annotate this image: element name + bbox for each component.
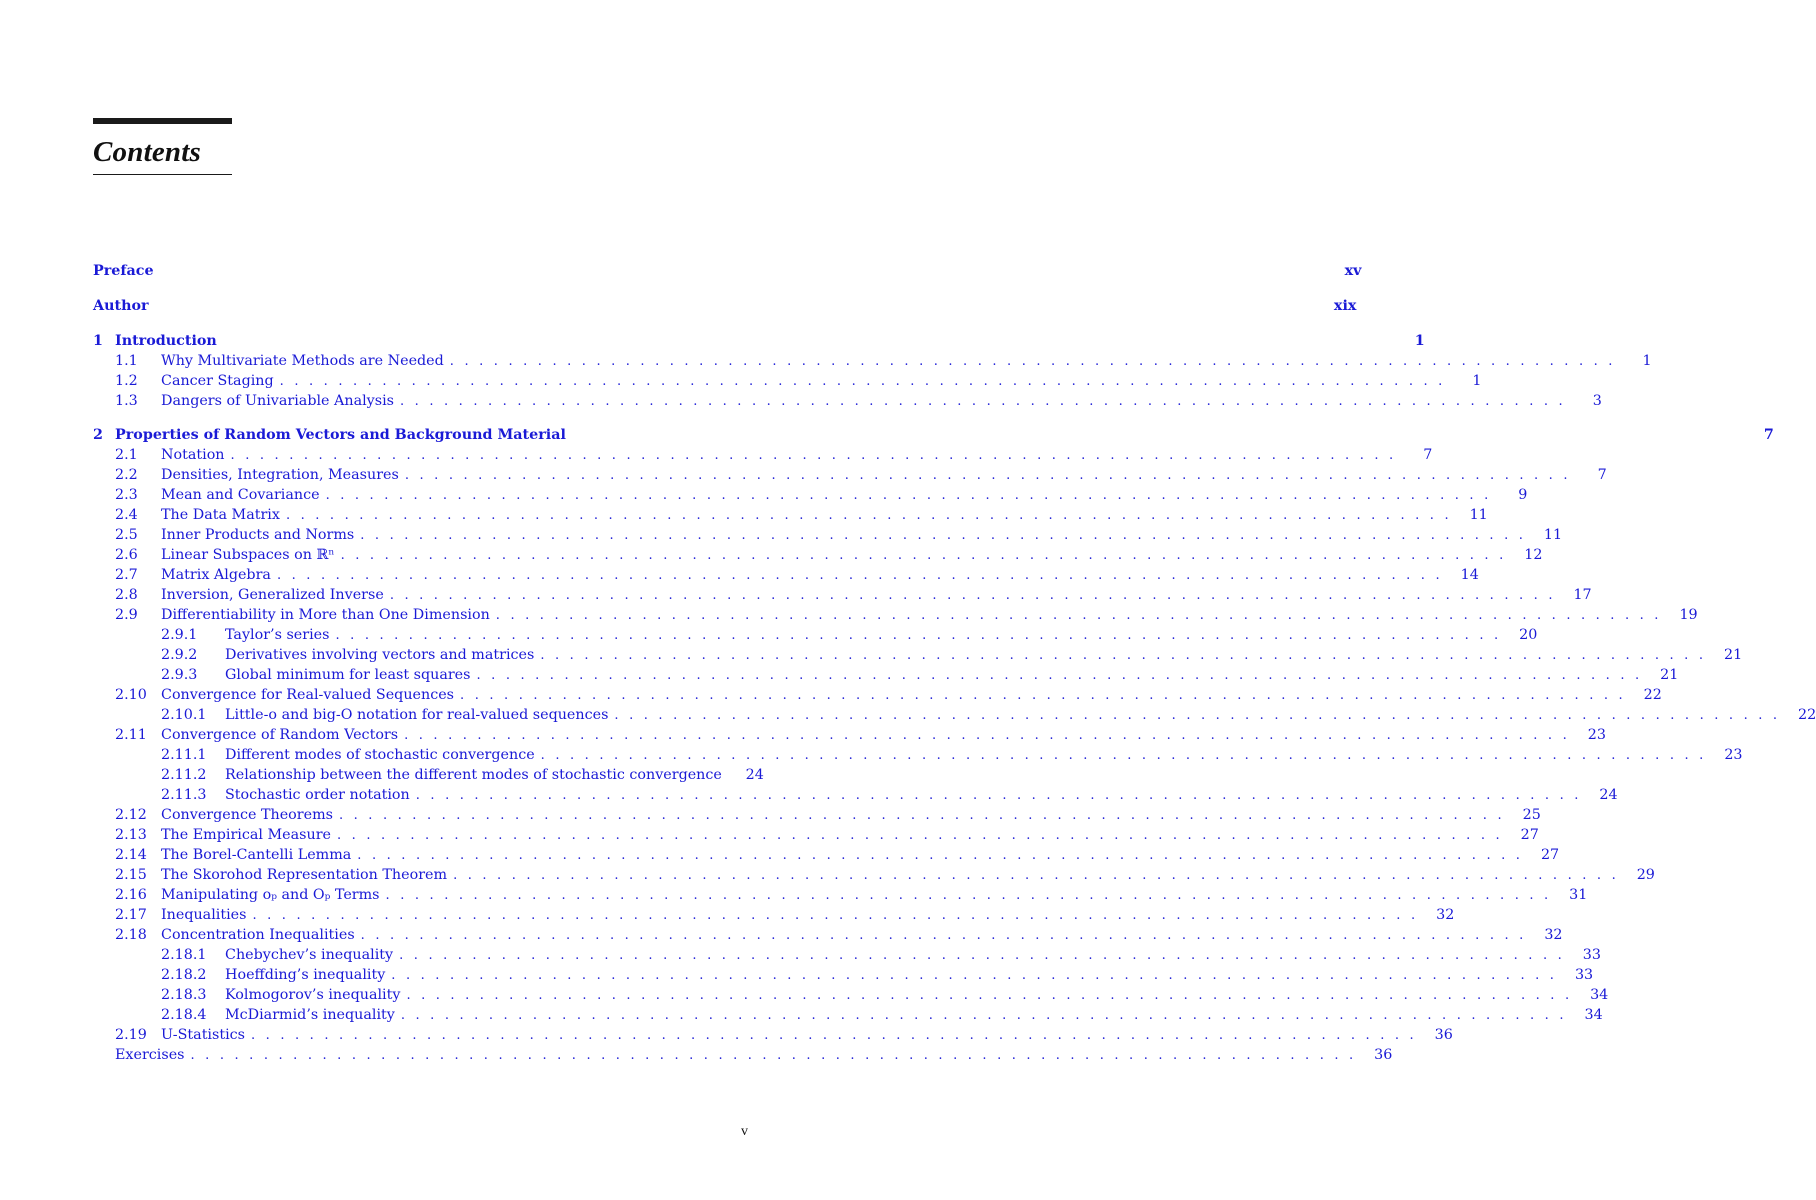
toc-entry-title[interactable]: Derivatives involving vectors and matrices [225,647,535,663]
toc-entry-title[interactable]: Author [93,298,149,314]
toc-entry-number: 1.1 [115,353,138,369]
toc-entry-page[interactable]: 24 [745,767,764,783]
toc-entry-page[interactable]: 14 [1460,567,1479,583]
toc-entry-page[interactable]: 21 [1660,667,1679,683]
toc-entry-page[interactable]: 1 [1414,333,1425,349]
toc-entry-sec[interactable] [93,391,1602,411]
toc-entry-page[interactable]: 7 [1763,427,1774,443]
dot-leader: . . . . . . . . . . . . . . . . . . . . . . . . . . . . . . . . . . . . . . . . . . . . . . . . . . . . . . . . . . . . . . . . . . . . . . . . . . . . . . . . [385,888,1552,903]
toc-entry-title[interactable]: Taylor’s series [225,627,330,643]
toc-entry-page[interactable]: 27 [1540,847,1560,863]
toc-entry-page[interactable]: 19 [1679,607,1698,623]
toc-entry-number: 2.12 [115,807,147,823]
dot-leader: . . . . . . . . . . . . . . . . . . . . . . . . . . . . . . . . . . . . . . . . . . . . . . . . . . . . . . . . . . . . . . . . . . . . . . . . . . . . . . . . [399,948,1565,963]
toc-entry-page[interactable]: 7 [1597,467,1607,483]
toc-entry-sub[interactable] [93,985,1609,1005]
toc-entry-chap[interactable] [93,425,1774,445]
dot-leader: . . . . . . . . . . . . . . . . . . . . . . . . . . . . . . . . . . . . . . . . . . . . . . . . . . . . . . . . . . . . . . . . . . . . . . . . . . . . . . . . [337,828,1503,843]
toc-entry-title[interactable]: Convergence for Real-valued Sequences [161,687,455,703]
toc-entry-page[interactable]: 36 [1434,1027,1453,1043]
toc-entry-number: 2.4 [115,507,138,523]
toc-entry-page[interactable]: 25 [1522,807,1541,823]
toc-entry-page[interactable]: 33 [1582,947,1601,963]
dot-leader: . . . . . . . . . . . . . . . . . . . . . . . . . . . . . . . . . . . . . . . . . . . . . . . . . . . . . . . . . . . . . . . . . . . . . . . . . . . . . . . . [276,568,1443,583]
toc-entry-number: 1 [93,333,103,349]
dot-leader: . . . . . . . . . . . . . . . . . . . . . . . . . . . . . . . . . . . . . . . . . . . . . . . . . . . . . . . . . . . . . . . . . . . . . . . . . . . . . . . . [404,468,1571,483]
dot-leader: . . . . . . . . . . . . . . . . . . . . . . . . . . . . . . . . . . . . . . . . . . . . . . . . . . . . . . . . . . . . . . . . . . . . . . . . . . . . . . . . [360,528,1527,543]
dot-leader: . . . . . . . . . . . . . . . . . . . . . . . . . . . . . . . . . . . . . . . . . . . . . . . . . . . . . . . . . . . . . . . . . . . . . . . . . . . . . . . . [400,1008,1567,1023]
dot-leader: . . . . . . . . . . . . . . . . . . . . . . . . . . . . . . . . . . . . . . . . . . . . . . . . . . . . . . . . . . . . . . . . . . . . . . . . . . . . . . . . [391,968,1558,983]
toc-entry-sec[interactable] [93,905,1455,925]
toc-entry-sec[interactable] [93,805,1541,825]
toc-entry-title[interactable]: Preface [93,263,154,279]
toc-entry-title[interactable]: Concentration Inequalities [161,927,355,943]
toc-entry-page[interactable]: 27 [1520,827,1539,843]
toc-entry-sec[interactable] [93,545,1543,565]
toc-entry-number: 2.8 [115,587,138,603]
toc-entry-number: 2.9.3 [161,667,198,683]
toc-entry-page[interactable]: 31 [1569,887,1588,903]
toc-entry-front[interactable] [93,261,1362,281]
dot-leader: . . . . . . . . . . . . . . . . . . . . . . . . . . . . . . . . . . . . . . . . . . . . . . . . . . . . . . . . . . . . . . . . . . . . . . . . . . . . . . . . [360,928,1527,943]
title-rule-top [93,118,232,124]
toc-entry-title[interactable]: Convergence of Random Vectors [161,727,399,743]
toc-entry-title[interactable]: Differentiability in More than One Dimension [161,607,490,623]
toc-entry-title[interactable]: U-Statistics [161,1027,246,1043]
toc-entry-number: 1.3 [115,393,138,409]
dot-leader: . . . . . . . . . . . . . . . . . . . . . . . . . . . . . . . . . . . . . . . . . . . . . . . . . . . . . . . . . . . . . . . . . . . . . . . . . . . . . . . . [285,508,1452,523]
toc-entry-title[interactable]: Matrix Algebra [161,567,271,583]
toc-entry-page[interactable]: 32 [1544,927,1563,943]
toc-entry-number: 2.19 [115,1027,147,1043]
toc-entry-title[interactable]: The Skorohod Representation Theorem [161,867,448,883]
toc-entry-page[interactable]: 1 [1642,353,1652,369]
toc-entry-title[interactable]: The Data Matrix [161,507,280,523]
dot-leader: . . . . . . . . . . . . . . . . . . . . . . . . . . . . . . . . . . . . . . . . . . . . . . . . . . . . . . . . . . . . . . . . . . . . . . . . . . . . . . . . [340,548,1507,563]
toc-entry-number: 2.11 [115,727,147,743]
toc-entry-page[interactable]: 7 [1423,447,1433,463]
toc-entry-sub[interactable] [93,665,1679,685]
toc-entry-number: 2.9.1 [161,627,198,643]
toc-entry-title[interactable]: Cancer Staging [161,373,274,389]
toc-entry-number: 2.10 [115,687,147,703]
toc-entry-sec[interactable] [93,445,1433,465]
toc-entry-number: 2.18 [115,927,147,943]
toc-entry-page[interactable]: 24 [1599,787,1618,803]
dot-leader: . . . . . . . . . . . . . . . . . . . . . . . . . . . . . . . . . . . . . . . . . . . . . . . . . . . . . . . . . . . . . . . . . . . . . . . . . . . . . . . . [540,748,1707,763]
toc-entry-title[interactable]: Chebychev’s inequality [225,947,394,963]
toc-entry-sec[interactable] [93,371,1482,391]
dot-leader: . . . . . . . . . . . . . . . . . . . . . . . . . . . . . . . . . . . . . . . . . . . . . . . . . . . . . . . . . . . . . . . . . . . . . . . . . . . . . . . . [540,648,1707,663]
toc-entry-page[interactable]: 22 [1643,687,1662,703]
toc-entry-chap[interactable] [93,331,1425,351]
dot-leader: . . . . . . . . . . . . . . . . . . . . . . . . . . . . . . . . . . . . . . . . . . . . . . . . . . . . . . . . . . . . . . . . . . . . . . . . . . . . . . . . [614,708,1781,723]
toc-entry-number: 2.18.1 [161,947,207,963]
toc-entry-sec[interactable] [93,565,1479,585]
toc-entry-sec[interactable] [93,685,1662,705]
toc-entry-page[interactable]: 1 [1472,373,1482,389]
dot-leader: . . . . . . . . . . . . . . . . . . . . . . . . . . . . . . . . . . . . . . . . . . . . . . . . . . . . . . . . . . . . . . . . . . . . . . . . . . . . . . . . [406,988,1573,1003]
toc-entry-sec[interactable] [93,525,1563,545]
toc-entry-number: 2.6 [115,547,138,563]
dot-leader: . . . . . . . . . . . . . . . . . . . . . . . . . . . . . . . . . . . . . . . . . . . . . . . . . . . . . . . . . . . . . . . . . . . . . . . . . . . . . . . . [338,808,1505,823]
toc-entry-page[interactable]: xv [1344,263,1362,279]
dot-leader: . . . . . . . . . . . . . . . . . . . . . . . . . . . . . . . . . . . . . . . . . . . . . . . . . . . . . . . . . . . . . . . . . . . . . . . . . . . . . . . . [230,448,1397,463]
toc-entry-number: 2.18.4 [161,1007,207,1023]
toc-entry-number: 2.11.1 [161,747,207,763]
toc-entry-sub[interactable] [93,965,1594,985]
toc-entry-sec[interactable] [93,845,1560,865]
toc-entry-number: 2.16 [115,887,147,903]
table-of-contents [93,261,1816,1065]
toc-entry-sec[interactable] [93,865,1655,885]
toc-entry-title[interactable]: Little-o and big-O notation for real-valued sequences [225,707,609,723]
toc-entry-page[interactable]: 22 [1798,707,1816,723]
toc-entry-sub[interactable] [93,765,764,785]
toc-entry-title[interactable]: Inner Products and Norms [161,527,355,543]
toc-entry-page[interactable]: 12 [1524,547,1543,563]
toc-entry-number: 2 [93,427,103,443]
toc-entry-title[interactable]: Mean and Covariance [161,487,320,503]
toc-entry-page[interactable]: 23 [1724,747,1743,763]
toc-entry-number: 2.11.2 [161,767,207,783]
toc-entry-number: 2.18.2 [161,967,207,983]
page-number: v [741,1124,748,1139]
toc-entry-number: 2.3 [115,487,138,503]
toc-entry-page[interactable]: 21 [1723,647,1743,663]
toc-entry-page[interactable]: 9 [1518,487,1528,503]
toc-entry-title[interactable]: Stochastic order notation [225,787,410,803]
dot-leader: . . . . . . . . . . . . . . . . . . . . . . . . . . . . . . . . . . . . . . . . . . . . . . . . . . . . . . . . . . . . . . . . . . . . . . . . . . . . . . . . [460,688,1626,703]
toc-entry-sec[interactable] [93,925,1563,945]
toc-entry-number: 2.11.3 [161,787,207,803]
toc-entry-sub[interactable] [93,785,1618,805]
dot-leader: . . . . . . . . . . . . . . . . . . . . . . . . . . . . . . . . . . . . . . . . . . . . . . . . . . . . . . . . . . . . . . . . . . . . . . . . . . . . . . . . [251,1028,1417,1043]
toc-entry-number: 2.13 [115,827,147,843]
toc-entry-page[interactable]: 11 [1543,527,1563,543]
toc-entry-number: 2.14 [115,847,147,863]
toc-entry-page[interactable]: 32 [1436,907,1455,923]
toc-entry-title[interactable]: Global minimum for least squares [225,667,471,683]
toc-entry-title[interactable]: The Borel-Cantelli Lemma [161,847,352,863]
dot-leader: . . . . . . . . . . . . . . . . . . . . . . . . . . . . . . . . . . . . . . . . . . . . . . . . . . . . . . . . . . . . . . . . . . . . . . . . . . . . . . . . [335,628,1502,643]
dot-leader: . . . . . . . . . . . . . . . . . . . . . . . . . . . . . . . . . . . . . . . . . . . . . . . . . . . . . . . . . . . . . . . . . . . . . . . . . . . . . . . . [495,608,1662,623]
toc-entry-page[interactable]: 34 [1584,1007,1603,1023]
toc-entry-ex[interactable] [93,1045,1393,1065]
toc-entry-title[interactable]: Manipulating oₚ and Oₚ Terms [161,887,380,903]
toc-entry-sub[interactable] [93,625,1538,645]
toc-entry-page[interactable]: 36 [1374,1047,1393,1063]
toc-entry-title[interactable]: Different modes of stochastic convergence [225,747,535,763]
toc-entry-sec[interactable] [93,825,1539,845]
toc-entry-page[interactable]: xix [1333,298,1357,314]
dot-leader: . . . . . . . . . . . . . . . . . . . . . . . . . . . . . . . . . . . . . . . . . . . . . . . . . . . . . . . . . . . . . . . . . . . . . . . . . . . . . . . . [449,354,1616,369]
toc-entry-number: 2.18.3 [161,987,207,1003]
toc-entry-title[interactable]: Hoeffding’s inequality [225,967,386,983]
toc-entry-page[interactable]: 23 [1587,727,1606,743]
dot-leader: . . . . . . . . . . . . . . . . . . . . . . . . . . . . . . . . . . . . . . . . . . . . . . . . . . . . . . . . . . . . . . . . . . . . . . . . . . . . . . . . [476,668,1643,683]
toc-entry-page[interactable]: 11 [1469,507,1488,523]
toc-entry-sub[interactable] [93,705,1816,725]
toc-entry-sec[interactable] [93,1025,1453,1045]
toc-entry-page[interactable]: 17 [1573,587,1592,603]
toc-entry-number: 2.15 [115,867,147,883]
toc-entry-sec[interactable] [93,351,1652,371]
toc-entry-title[interactable]: Properties of Random Vectors and Background Material [115,427,566,443]
toc-entry-page[interactable]: 29 [1636,867,1655,883]
toc-entry-number: 2.9 [115,607,138,623]
page-title: Contents [93,136,201,168]
toc-entry-sub[interactable] [93,1005,1603,1025]
toc-entry-page[interactable]: 3 [1592,393,1602,409]
toc-entry-title[interactable]: Kolmogorov’s inequality [225,987,401,1003]
toc-entry-sec[interactable] [93,465,1607,485]
dot-leader: . . . . . . . . . . . . . . . . . . . . . . . . . . . . . . . . . . . . . . . . . . . . . . . . . . . . . . . . . . . . . . . . . . . . . . . . . . . . . . . . [325,488,1492,503]
toc-entry-sec[interactable] [93,585,1592,605]
toc-entry-title[interactable]: Notation [161,447,225,463]
contents-title-block [93,118,232,175]
dot-leader: . . . . . . . . . . . . . . . . . . . . . . . . . . . . . . . . . . . . . . . . . . . . . . . . . . . . . . . . . . . . . . . . . . . . . . . . . . . . . . . . [279,374,1446,389]
toc-entry-sec[interactable] [93,725,1606,745]
toc-entry-number: 2.5 [115,527,138,543]
toc-entry-title[interactable]: Exercises [115,1047,185,1063]
toc-entry-front[interactable] [93,296,1357,316]
toc-entry-number: 2.9.2 [161,647,198,663]
dot-leader: . . . . . . . . . . . . . . . . . . . . . . . . . . . . . . . . . . . . . . . . . . . . . . . . . . . . . . . . . . . . . . . . . . . . . . . . . . . . . . . . [400,394,1566,409]
toc-entry-number: 2.1 [115,447,138,463]
dot-leader: . . . . . . . . . . . . . . . . . . . . . . . . . . . . . . . . . . . . . . . . . . . . . . . . . . . . . . . . . . . . . . . . . . . . . . . . . . . . . . . . [415,788,1582,803]
title-rule-bottom [93,174,232,175]
toc-entry-sec[interactable] [93,485,1528,505]
toc-entry-title[interactable]: Why Multivariate Methods are Needed [161,353,444,369]
toc-entry-sec[interactable] [93,605,1698,625]
toc-entry-title[interactable]: Relationship between the different modes of stochastic convergence [225,767,722,783]
dot-leader: . . . . . . . . . . . . . . . . . . . . . . . . . . . . . . . . . . . . . . . . . . . . . . . . . . . . . . . . . . . . . . . . . . . . . . . . . . . . . . . . [453,868,1619,883]
toc-entry-page[interactable]: 34 [1590,987,1609,1003]
toc-entry-title[interactable]: Introduction [115,333,217,349]
toc-entry-title[interactable]: Inversion, Generalized Inverse [161,587,384,603]
toc-entry-title[interactable]: Linear Subspaces on ℝⁿ [161,547,335,563]
toc-entry-page[interactable]: 33 [1574,967,1594,983]
toc-entry-sec[interactable] [93,885,1588,905]
toc-entry-title[interactable]: Convergence Theorems [161,807,333,823]
toc-entry-title[interactable]: Inequalities [161,907,247,923]
toc-entry-title[interactable]: Densities, Integration, Measures [161,467,399,483]
toc-entry-title[interactable]: McDiarmid’s inequality [225,1007,395,1023]
dot-leader: . . . . . . . . . . . . . . . . . . . . . . . . . . . . . . . . . . . . . . . . . . . . . . . . . . . . . . . . . . . . . . . . . . . . . . . . . . . . . . . . [389,588,1556,603]
toc-entry-sec[interactable] [93,505,1488,525]
toc-entry-number: 2.10.1 [161,707,207,723]
toc-entry-sub[interactable] [93,745,1743,765]
dot-leader: . . . . . . . . . . . . . . . . . . . . . . . . . . . . . . . . . . . . . . . . . . . . . . . . . . . . . . . . . . . . . . . . . . . . . . . . . . . . . . . . [190,1048,1357,1063]
toc-entry-title[interactable]: The Empirical Measure [161,827,331,843]
toc-entry-number: 1.2 [115,373,138,389]
dot-leader: . . . . . . . . . . . . . . . . . . . . . . . . . . . . . . . . . . . . . . . . . . . . . . . . . . . . . . . . . . . . . . . . . . . . . . . . . . . . . . . . [252,908,1419,923]
toc-entry-title[interactable]: Dangers of Univariable Analysis [161,393,395,409]
toc-entry-number: 2.2 [115,467,138,483]
dot-leader: . . . . . . . . . . . . . . . . . . . . . . . . . . . . . . . . . . . . . . . . . . . . . . . . . . . . . . . . . . . . . . . . . . . . . . . . . . . . . . . . [357,848,1524,863]
toc-entry-sub[interactable] [93,945,1601,965]
toc-entry-sub[interactable] [93,645,1743,665]
dot-leader: . . . . . . . . . . . . . . . . . . . . . . . . . . . . . . . . . . . . . . . . . . . . . . . . . . . . . . . . . . . . . . . . . . . . . . . . . . . . . . . . [404,728,1570,743]
toc-entry-number: 2.17 [115,907,147,923]
toc-entry-number: 2.7 [115,567,138,583]
toc-entry-page[interactable]: 20 [1519,627,1538,643]
